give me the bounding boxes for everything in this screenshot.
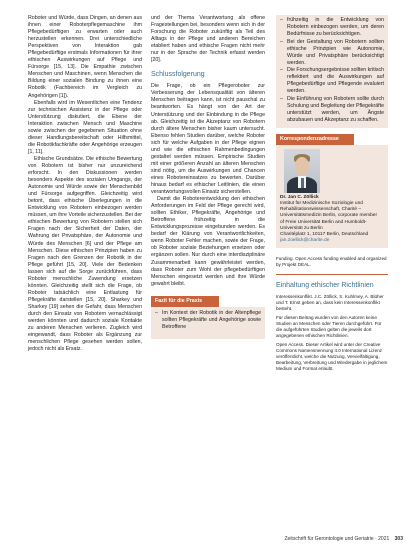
author-photo	[284, 149, 320, 193]
correspondence-box	[276, 145, 388, 249]
practice-item: – frühzeitig in die Entwicklung von Robotern einbezogen werden, um deren Bedürfnisse zu berücksichtigen.	[280, 17, 384, 38]
section-heading: Einhaltung ethischer Richtlinien	[276, 282, 374, 290]
text-column-3	[276, 15, 388, 372]
email-link[interactable]: jan.zoellick@charite.de	[280, 238, 330, 244]
practice-list	[155, 310, 261, 331]
body-paragraph: und der Thema Verantwortung als offene Fragestellungen bei, besonders wenn sich in der Forschung die Roboter zukünftig als Teil des Alltags in der Pflege und anderen Bereichen etabliert haben und ethische Fragen nicht mehr nur in der Sprache der Technik erfasst werden [20].	[151, 15, 265, 64]
ethics-text: Open Access. Dieser Artikel wird unter der Creative Commons Namensnennung 4.0 International Lizenz veröffentlicht, welche die Nutzung, Vervielfältigung, Bearbeitung, Verbreitung und Wiedergabe in jeglichem Medium und Format erlaubt.	[276, 342, 388, 372]
body-paragraph: Ebenfalls wird im Wesentlichen eine Tendenz zur technischen Assistenz in der Pflege oder Unterstützung diskutiert, die Ebene der Interaktion zwischen Mensch und Maschine sowie zwischen der gegebenen Situation ohne dieser Handlungsbereitschaft oder Hilfsmittel, die Robotikfachkräfte oder Angehörige erzeugen [1, 11].	[28, 99, 142, 155]
journal-name: Zeitschrift für Gerontologie und Geriatrie · 2021	[284, 536, 390, 542]
practice-list	[280, 17, 384, 124]
address-line: Universität zu Berlin	[280, 225, 323, 231]
practice-box-label: Fazit für die Praxis	[151, 296, 219, 307]
text-column-2	[151, 15, 265, 339]
address-line: Charitéplatz 1, 10117 Berlin, Deutschland	[280, 231, 369, 237]
practice-item: – Die Forschungsergebnisse sollten kritisch reflektiert und die Auswirkungen auf Pflegebedürftige und Pflegende evaluiert werden.	[280, 67, 384, 95]
address-line: of Freie Universität Berlin and Humboldt-	[280, 219, 367, 225]
body-paragraph: Die Frage, ob ein Pflegeroboter zur Verbesserung der Lebensqualität von älteren Menschen beitragen kann, ist nicht pauschal zu beantworten. Es hängt von der Art der Unterstützung und der Einbindung in die Pflege ab. Gleichzeitig ist die Akzeptanz von Robotern durch ältere Menschen bisher kaum untersucht. Ebenso fehlen Studien darüber, welche Roboter sich für welche Aufgaben in der Pflege eignen und wie die ethischen Rahmenbedingungen gestaltet werden müssen. Empirische Studien mit einer größeren Anzahl an älteren Menschen sind nötig, um die Auswirkungen und Chancen eines Robotereinsatzes zu bewerten. Darüber hinaus bedarf es ethischer Leitlinien, die einen verantwortungsvollen Einsatz sicherstellen.	[151, 83, 265, 196]
practice-box-continued	[276, 15, 388, 128]
divider	[276, 274, 388, 275]
correspondence-label: Korrespondenzadresse	[276, 134, 354, 145]
body-paragraph: Damit die Roboterentwicklung den ethischen Anforderungen im Feld der Pflege gerecht wird, sollten Ethiker, Pflegekräfte, Angehörige und Betroffene frühzeitig in die Entwicklungsprozesse eingebunden werden. Es bedarf der Klärung von Verantwortlichkeiten, wenn Roboter Fehler machen, sowie der Frage, ob Roboter soziale Beziehungen ersetzen oder ergänzen sollen. Nur durch eine interdisziplinäre Zusammenarbeit kann gewährleistet werden, dass Roboter zum Wohl der pflegebedürftigen Menschen eingesetzt werden und ihre Würde gewahrt bleibt.	[151, 196, 265, 287]
practice-item: – Bei der Gestaltung von Robotern sollten ethische Prinzipien wie Autonomie, Würde und Privatsphäre berücksichtigt werden.	[280, 39, 384, 67]
correspondence-address	[280, 195, 384, 245]
ethics-text: Interessenkonflikt. J.C. Zöllick, S. Kuhlmey, A. Blüher und T. Ernst geben an, dass kein Interessenkonflikt besteht.	[276, 294, 384, 312]
funding-note: Funding. Open Access funding enabled and organized by Projekt DEAL.	[276, 256, 387, 268]
address-line: Institut für Medizinische Soziologie und Rehabilitationswissenschaft, Charité –	[280, 200, 363, 213]
address-line: Universitätsmedizin Berlin, corporate member	[280, 213, 378, 219]
body-paragraph: Ethische Grundsätze. Die ethische Bewertung von Robotern ist bisher nur unzureichend erforscht. In den Diskussionen werden besonders Aspekte des sozialen Umgangs, der Autonomie und Würde sowie der Menschenbild und Fürsorge aufgegriffen. Gleichzeitig wird betont, dass ethische Überlegungen in die Entwicklung von Robotern einbezogen werden müssen, um ihre Vorteile sicherzustellen. Bei der ethischen Bewertung von Robotern stellen sich Fragen nach der Sicherheit der Daten, der Wahrung der Privatsphäre, der Autonomie und Würde des Menschen [6] und der Pflege am Menschen. Diese ethischen Prinzipien haben zu Fragen nach den Grenzen der Robotik in der Pflege geführt [15, 20]. Viele der Bedenken lassen sich auf die Sorge zurückführen, dass Roboter menschliche Zuwendung ersetzen könnten. Gleichzeitig stellt sich die Frage, ob Roboter tatsächlich eine Entlastung für Pflegekräfte darstellen [15, 20]. Sharkey und Sharkey [19] sehen die Gefahr, dass Menschen durch den Einsatz von Robotern vernachlässigt werden könnten und dadurch soziale Kontakte zu anderen Menschen verlieren. Zugleich wird eingewandt, dass Roboter als Ergänzung zur menschlichen Pflege gesehen werden sollen, jedoch nicht als Ersatz.	[28, 155, 142, 353]
section-heading: Schlussfolgerung	[151, 71, 205, 79]
ethics-text: Für diesen Beitrag wurden von den Autoren keine Studien an Menschen oder Tieren durchgeführt. Für die aufgeführten Studien gelten die jeweils dort angegebenen ethischen Richtlinien.	[276, 315, 382, 339]
text-column-1	[28, 15, 142, 353]
page-footer	[284, 536, 403, 542]
author-name: Dr. Jan C. Zöllick	[280, 194, 319, 200]
practice-box	[151, 307, 265, 339]
practice-item: – Im Kontext der Robotik in der Altenpflege sollten Pflegekräfte und Angehörige sowie Betroffene	[155, 310, 261, 331]
page-number: 303	[394, 536, 403, 542]
body-paragraph: Roboter und Würde, dass Dingen, an denen aus ihnen einer Roboterpflegemaschine ihm Pflegebedürftigen zu erwarten oder auch herzustellen erkennen. Drei unterschiedliche Perspektiven von Interaktion gab Pflegebedürftige erstmals Informationen für ihrer ethischen Auswirkungen auf Pflege und Fürsorge [15, 13]. Die Empathie zwischen Menschen und Maschinen, wenn Menschen die Bildung einer sozialen Bindung zu ihnen eine Robotik (Fachbereich im Vergleich zu Angehörigen [1]).	[28, 15, 142, 99]
practice-item: – Die Einführung von Robotern sollte durch Schulung und Begleitung der Pflegekräfte unterstützt werden, um Ängste abzubauen und Akzeptanz zu schaffen.	[280, 96, 384, 124]
